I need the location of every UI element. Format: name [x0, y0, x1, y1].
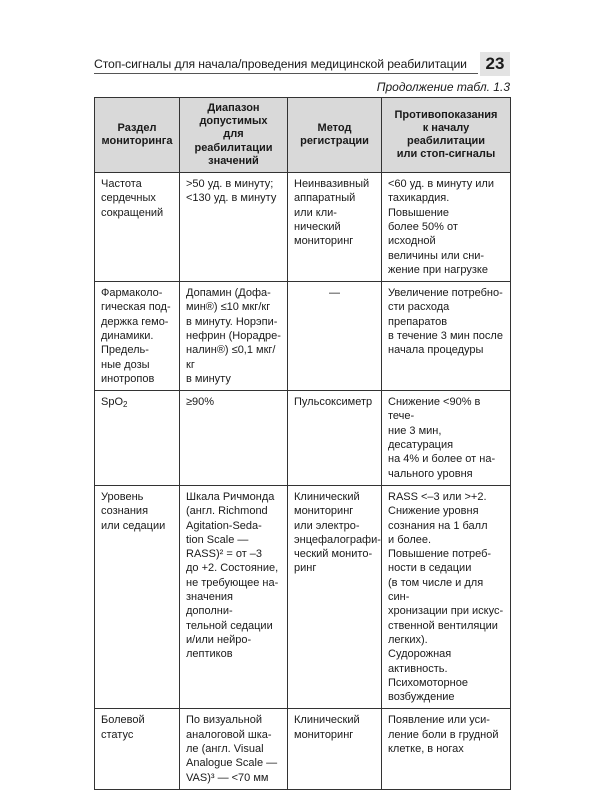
cell-contraindications: RASS <–3 или >+2. Снижение уровня сознания на 1 балл и более. Повышение потреб- ности в седации (в том числе и для син- хронизации при искус- ственной вентиляции легких). Судорожная активность. Психомоторное возбуждение — [382, 485, 511, 708]
table-row — [95, 173, 511, 282]
subscript: 2 — [123, 400, 128, 410]
cell-range: ≥90% — [180, 391, 288, 486]
table-row — [95, 485, 511, 708]
cell-section: Частота сердечных сокращений — [95, 173, 180, 282]
header-range: Диапазон допустимых для реабилитации значений — [180, 98, 288, 173]
cell-contraindications: Снижение <90% в тече- ние 3 мин, десатурация на 4% и более от на- чального уровня — [382, 391, 511, 486]
cell-section: Фармаколо- гическая под- держка гемо- динамики. Предель- ные дозы инотропов — [95, 282, 180, 391]
cell-contraindications: Увеличение потребно- сти расхода препаратов в течение 3 мин после начала процедуры — [382, 282, 511, 391]
cell-range: Допамин (Дофа- мин®) ≤10 мкг/кг в минуту. Норэпи- нефрин (Норадре- налин®) ≤0,1 мкг/кг в минуту — [180, 282, 288, 391]
cell-section: SpO$_2$ — [95, 391, 180, 486]
cell-range: Шкала Ричмонда (англ. Richmond Agitation-Seda- tion Scale — RASS)² = от –3 до +2. Состояние, не требующее на- значения дополни- тельной седации и/или нейро- лептиков — [180, 485, 288, 708]
cell-method: Неинвазивный аппаратный или кли- нический мониторинг — [288, 173, 382, 282]
cell-contraindications: <60 уд. в минуту или тахикардия. Повышение более 50% от исходной величины или сни- жение при нагрузке — [382, 173, 511, 282]
stop-signals-table — [94, 97, 511, 790]
cell-method: Клинический мониторинг — [288, 709, 382, 789]
table-row — [95, 391, 511, 486]
cell-method: Пульсоксиметр — [288, 391, 382, 486]
cell-method: — — [288, 282, 382, 391]
cell-section: Болевой статус — [95, 709, 180, 789]
header-rule — [94, 73, 478, 74]
cell-range: По визуальной аналоговой шка- ле (англ. Visual Analogue Scale — VAS)³ — <70 мм — [180, 709, 288, 789]
page-number: 23 — [480, 52, 510, 76]
table-row — [95, 282, 511, 391]
header-section: Раздел мониторинга — [95, 98, 180, 173]
cell-contraindications: Появление или уси- ление боли в грудной клетке, в ногах — [382, 709, 511, 789]
cell-method: Клинический мониторинг или электро- энцефалографи- ческий монито- ринг — [288, 485, 382, 708]
header-contraindications: Противопоказания к началу реабилитации или стоп-сигналы — [382, 98, 511, 173]
header-method: Метод регистрации — [288, 98, 382, 173]
table-header-row — [95, 98, 511, 173]
cell-section: Уровень сознания или седации — [95, 485, 180, 708]
table-continuation-label: Продолжение табл. 1.3 — [376, 80, 510, 94]
table-row — [95, 709, 511, 789]
cell-range: >50 уд. в минуту; <130 уд. в минуту — [180, 173, 288, 282]
running-title: Стоп-сигналы для начала/проведения медицинской реабилитации — [94, 57, 467, 71]
